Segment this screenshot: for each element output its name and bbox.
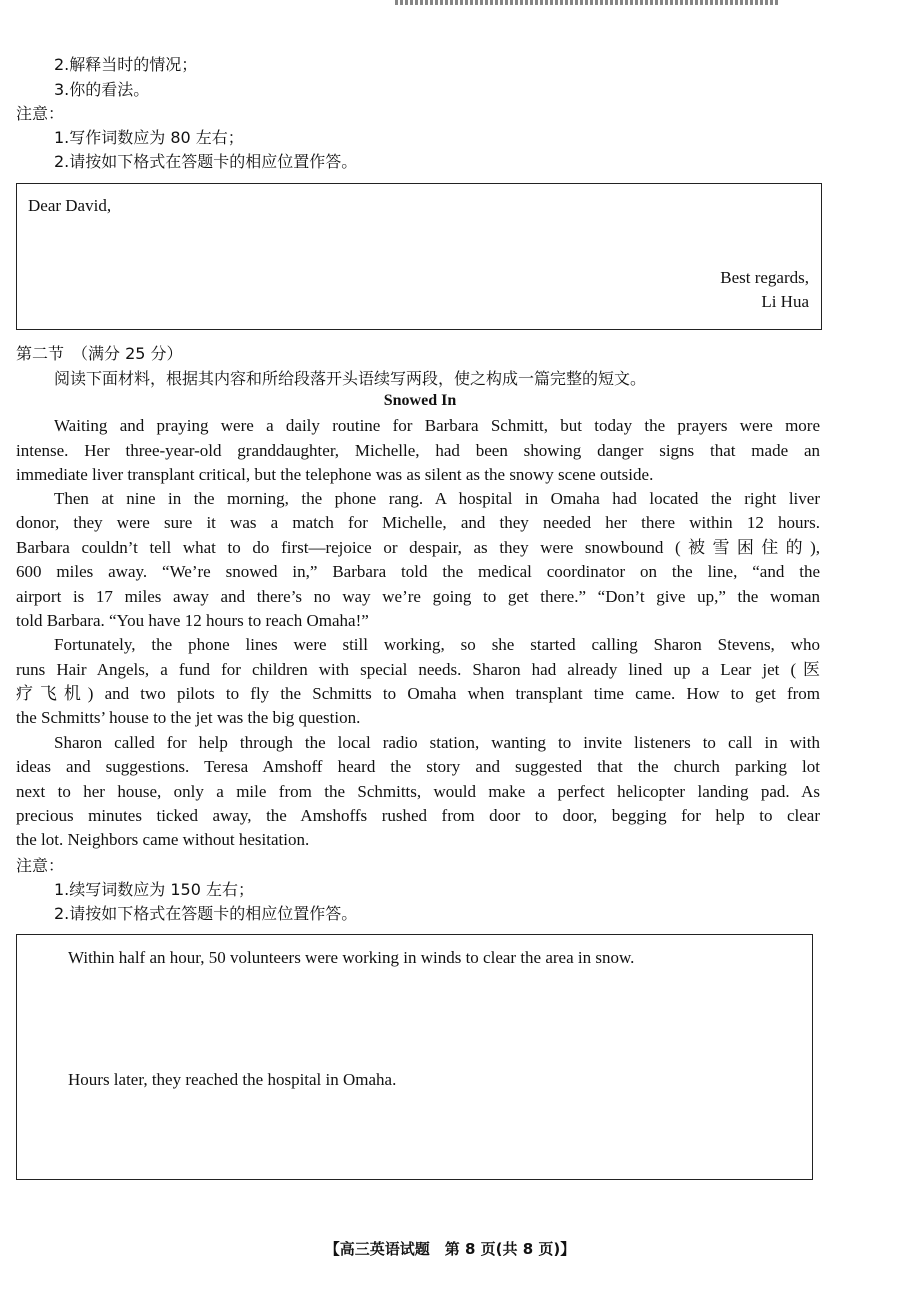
continuation-opener-1: Within half an hour, 50 volunteers were working in winds to clear the area in snow. [68,948,635,967]
passage-line: next to her house, only a mile from the Schmitts, would make a perfect helicopter landing pad. As [16,782,820,801]
passage-line: immediate liver transplant critical, but the telephone was as silent as the snowy scene outside. [16,465,654,484]
passage-line: Sharon called for help through the local radio station, wanting to invite listeners to call in with [54,733,820,752]
passage-line: ideas and suggestions. Teresa Amshoff heard the story and suggested that the church parking lot [16,757,820,776]
passage-line: Then at nine in the morning, the phone rang. A hospital in Omaha had located the right liver [54,489,820,508]
note-label: 注意： [16,104,65,123]
passage-line: Waiting and praying were a daily routine for Barbara Schmitt, but today the prayers were more [54,416,820,435]
section-heading: 第二节 （满分 25 分） [16,344,183,363]
passage-line: the Schmitts’ house to the jet was the big question. [16,708,361,727]
section-instruction: 阅读下面材料，根据其内容和所给段落开头语续写两段，使之构成一篇完整的短文。 [54,369,647,388]
passage-line: 600 miles away. “We’re snowed in,” Barbara told the medical coordinator on the line, “and the [16,562,820,581]
passage-line: airport is 17 miles away and there’s no way we’re going to get there.” “Don’t give up,” the woman [16,587,820,606]
letter-signature: Li Hua [761,292,809,311]
task-point-3: 3.你的看法。 [54,80,150,99]
passage-line: Barbara couldn’t tell what to do first—rejoice or despair, as they were snowbound (被雪困住的), [16,538,820,557]
letter-answer-box [16,183,822,330]
task-point-2: 2.解释当时的情况； [54,55,198,74]
note-answer-format-2: 2.请按如下格式在答题卡的相应位置作答。 [54,904,358,923]
passage-line: told Barbara. “You have 12 hours to reach Omaha!” [16,611,369,630]
continuation-answer-box [16,934,813,1180]
passage-title: Snowed In [383,392,457,409]
continuation-opener-2: Hours later, they reached the hospital in Omaha. [68,1070,397,1089]
page-footer: 【高三英语试题 第 8 页(共 8 页)】 [324,1240,576,1258]
note-answer-format: 2.请按如下格式在答题卡的相应位置作答。 [54,152,358,171]
passage-line: precious minutes ticked away, the Amshoffs rushed from door to door, begging for help to clear [16,806,820,825]
note-word-count-2: 1.续写词数应为 150 左右； [54,880,254,899]
letter-salutation: Dear David, [28,196,112,215]
passage-line: 疗飞机) and two pilots to fly the Schmitts to Omaha when transplant time came. How to get from [16,684,820,703]
passage-line: Fortunately, the phone lines were still working, so she started calling Sharon Stevens, who [54,635,820,654]
letter-closing: Best regards, [720,268,809,287]
passage-line: runs Hair Angels, a fund for children with special needs. Sharon had already lined up a Lear jet (医 [16,660,820,679]
note-label-2: 注意： [16,856,65,875]
passage-line: the lot. Neighbors came without hesitation. [16,830,310,849]
top-edge-fragment [395,0,780,5]
passage-line: donor, they were sure it was a match for Michelle, and they needed her there within 12 hours. [16,513,820,532]
note-word-count: 1.写作词数应为 80 左右； [54,128,244,147]
passage-line: intense. Her three-year-old granddaughter, Michelle, had been showing danger signs that made an [16,441,820,460]
